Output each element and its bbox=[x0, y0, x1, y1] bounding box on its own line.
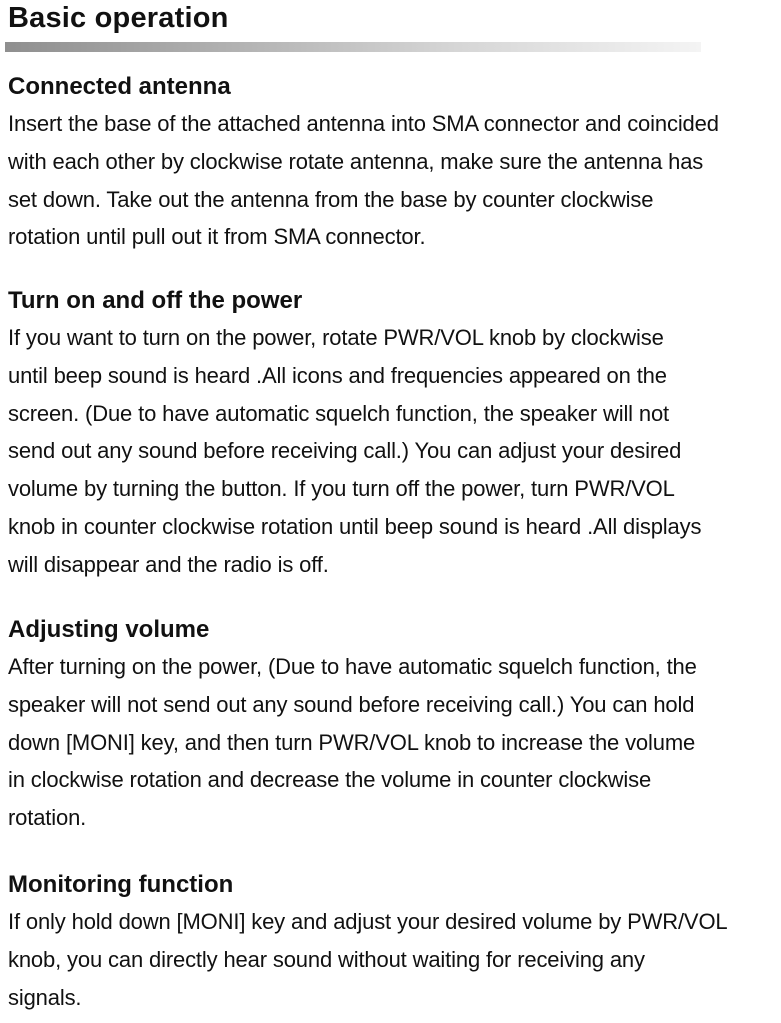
body-line: volume by turning the button. If you turn off the power, turn PWR/VOL bbox=[8, 476, 675, 502]
section-heading: Turn on and off the power bbox=[8, 287, 303, 314]
body-line: speaker will not send out any sound before receiving call.) You can hold bbox=[8, 691, 695, 717]
body-line: rotation. bbox=[8, 805, 87, 831]
section-body bbox=[8, 105, 781, 256]
section-heading: Connected antenna bbox=[8, 73, 231, 100]
body-line: signals. bbox=[8, 984, 82, 1010]
body-line: will disappear and the radio is off. bbox=[8, 551, 329, 577]
section-heading: Adjusting volume bbox=[8, 616, 210, 643]
body-line: Insert the base of the attached antenna into SMA connector and coincided bbox=[8, 111, 719, 136]
section-monitoring-function bbox=[8, 870, 781, 1016]
page-title: Basic operation bbox=[8, 2, 229, 34]
section-connected-antenna bbox=[8, 72, 781, 256]
section-adjusting-volume bbox=[8, 615, 781, 837]
section-body bbox=[8, 903, 781, 1016]
body-line: After turning on the power, (Due to have automatic squelch function, the bbox=[8, 654, 697, 679]
section-power bbox=[8, 286, 781, 584]
body-line: until beep sound is heard .All icons and frequencies appeared on the bbox=[8, 362, 667, 388]
body-line: knob in counter clockwise rotation until beep sound is heard .All displays bbox=[8, 513, 702, 539]
title-underline-bar bbox=[5, 42, 701, 52]
body-line: screen. (Due to have automatic squelch function, the speaker will not bbox=[8, 400, 670, 426]
body-line: down [MONI] key, and then turn PWR/VOL knob to increase the volume bbox=[8, 729, 696, 755]
body-line: If you want to turn on the power, rotate PWR/VOL knob by clockwise bbox=[8, 325, 664, 350]
body-line: set down. Take out the antenna from the base by counter clockwise bbox=[8, 186, 654, 212]
section-body bbox=[8, 319, 781, 584]
section-heading: Monitoring function bbox=[8, 871, 234, 898]
section-body bbox=[8, 648, 781, 837]
body-line: knob, you can directly hear sound without waiting for receiving any bbox=[8, 946, 645, 972]
body-line: send out any sound before receiving call.) You can adjust your desired bbox=[8, 438, 682, 464]
body-line: If only hold down [MONI] key and adjust your desired volume by PWR/VOL bbox=[8, 909, 728, 934]
body-line: with each other by clockwise rotate antenna, make sure the antenna has bbox=[8, 148, 704, 174]
body-line: rotation until pull out it from SMA connector. bbox=[8, 224, 426, 250]
body-line: in clockwise rotation and decrease the volume in counter clockwise bbox=[8, 767, 652, 793]
